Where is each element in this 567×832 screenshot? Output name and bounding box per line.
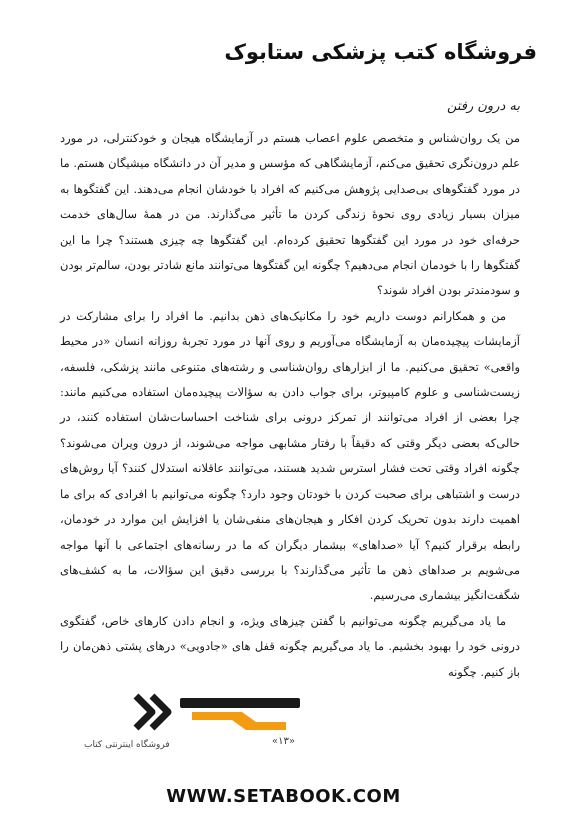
section-heading: به درون رفتن [446,99,520,114]
site-title: فروشگاه کتب پزشکی ستابوک [224,40,537,64]
setabook-logo-icon [132,688,307,738]
watermark-logo [12,688,557,758]
footer-url: WWW.SETABOOK.COM [166,786,401,807]
document-page [60,96,520,685]
watermark-subtitle: فروشگاه اینترنتی کتاب [84,740,170,750]
page-number: «۱۳» [272,736,295,747]
paragraph-3: ما یاد می‌گیریم چگونه می‌توانیم با گفتن چیزهای ویژه، و انجام دادن کارهای خاص، گفتگوی درونی خود را بهبود بخشیم. ما یاد می‌گیریم چگونه قفل های «جادویی» درهای پشتی ذهن‌مان را باز کنیم. چگونه [60,613,520,679]
paragraph-2: من و همکارانم دوست داریم خود را مکانیک‌های ذهن بدانیم. ما افراد را برای مشارکت در آزمایشات پیچیده‌مان به آزمایشگاه می‌آوریم و روی آنها در مورد تجربهٔ روزانه انسان «در محیط واقعی» تحقیق می‌کنیم. ما از ابزارهای روان‌شناسی و رشته‌های متنوعی مانند پزشکی، فلسفه، زیست‌شناسی و علوم کامپیوتر، برای جواب دادن به سؤالات پیچیده‌مان استفاده می‌کنیم مانند: چرا بعضی از افراد می‌توانند از تمرکز درونی برای شناخت احساسات‌شان استفاده کنند، در حالی‌که بعضی دیگر وقتی که دقیقاً با رفتار مشابهی مواجه می‌شوند، از درون ویران می‌شوند؟ چگونه افراد وقتی تحت فشار استرس شدید هستند، می‌توانند عاقلانه استدلال کنند؟ آیا روش‌های درست و اشتباهی برای صحبت کردن با خودتان وجود دارد؟ چگونه می‌توانیم با افرادی که برای ما اهمیت دارند بدون تحریک کردن افکار و هیجان‌های منفی‌شان یا افزایش این موارد در خودمان، رابطه برقرار کنیم؟ آیا «صداهای» بیشمار دیگران که ما در رسانه‌های اجتماعی با آنها مواجه می‌شویم بر صداهای ذهن ما تأثیر می‌گذارند؟ با بررسی دقیق این سؤالات، ما به کشف‌های شگفت‌انگیز بیشماری می‌رسیم. [60,308,520,603]
paragraph-1: من یک روان‌شناس و متخصص علوم اعصاب هستم در آزمایشگاه هیجان و خودکنترلی، در مورد علم درون‌نگری تحقیق می‌کنم، آزمایشگاهی که مؤسس و مدیر آن در دانشگاه میشیگان هستم. ما در مورد گفتگوهای بی‌صدایی پژوهش می‌کنیم که افراد با خودشان انجام می‌دهند. این گفتگوها به میزان بسیار زیادی روی نحوهٔ زندگی کردن ما تأثیر می‌گذارند. من در همهٔ سال‌های خدمت حرفه‌ای خود در مورد این گفتگوها تحقیق کرده‌ام. این گفتگوها چه چیزی هستند؟ چرا ما این گفتگوها را با خودمان انجام می‌دهیم؟ چگونه این گفتگوها می‌توانند مانع شادتر بودن، سالم‌تر بودن و سودمندتر بودن افراد شوند؟ [60,131,520,298]
